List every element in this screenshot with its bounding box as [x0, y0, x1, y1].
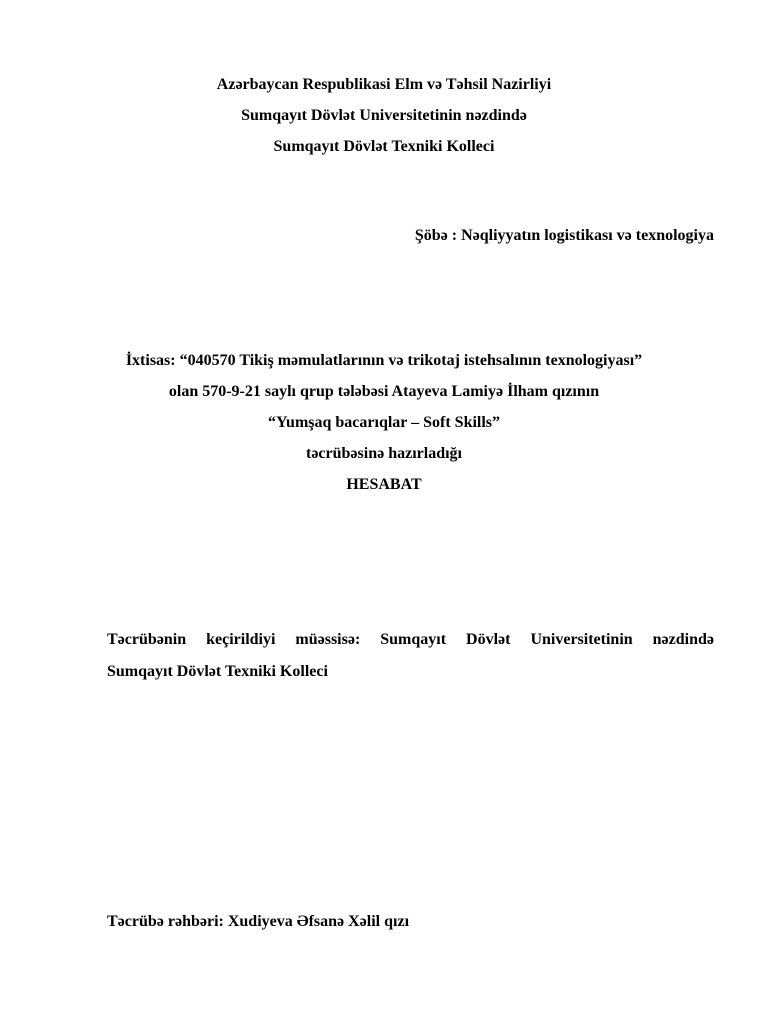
university-heading: Sumqayıt Dövlət Universitetinin nəzdində	[241, 107, 527, 124]
prepared-line: təcrübəsinə hazırladığı	[306, 445, 462, 462]
course-line: “Yumşaq bacarıqlar – Soft Skills”	[267, 414, 501, 431]
report-title: HESABAT	[346, 476, 422, 493]
college-heading: Sumqayıt Dövlət Texniki Kolleci	[273, 138, 495, 155]
institution-line-2: Sumqayıt Dövlət Texniki Kolleci	[107, 663, 328, 680]
specialty-line: İxtisas: “040570 Tikiş məmulatlarının və trikotaj istehsalının texnologiyası”	[125, 352, 643, 369]
institution-line-1: Təcrübənin keçirildiyi müəssisə: Sumqayıt Dövlət Universitetinin nəzdində	[107, 631, 714, 648]
ministry-heading: Azərbaycan Respublikasi Elm və Təhsil Nazirliyi	[216, 76, 552, 93]
department-line: Şöbə : Nəqliyyatın logistikası və texnologiya	[414, 227, 714, 244]
student-line: olan 570-9-21 saylı qrup tələbəsi Atayeva Lamiyə İlham qızının	[168, 383, 600, 400]
supervisor-line: Təcrübə rəhbəri: Xudiyeva Əfsanə Xəlil qızı	[107, 913, 410, 930]
